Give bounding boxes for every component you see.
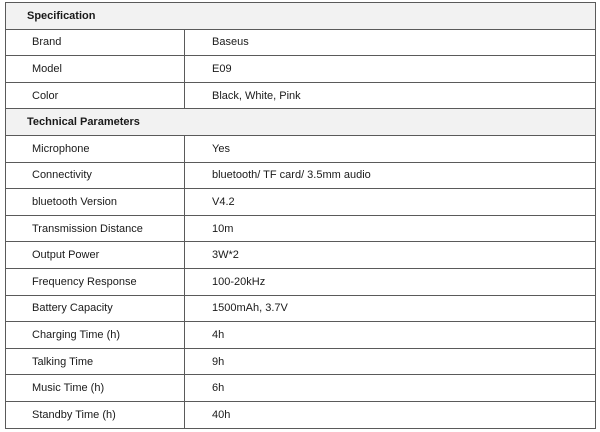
section-header-technical-parameters	[6, 109, 596, 136]
spec-label: Connectivity	[6, 162, 185, 189]
table-row	[6, 375, 596, 402]
spec-value: 40h	[185, 401, 596, 428]
section-title: Technical Parameters	[6, 109, 596, 136]
table-row	[6, 322, 596, 349]
table-row	[6, 242, 596, 269]
spec-label: Frequency Response	[6, 268, 185, 295]
spec-value: 4h	[185, 322, 596, 349]
spec-label: Transmission Distance	[6, 215, 185, 242]
spec-value: V4.2	[185, 189, 596, 216]
spec-table	[5, 2, 596, 429]
spec-value: 100-20kHz	[185, 268, 596, 295]
table-row	[6, 29, 596, 56]
spec-value: 3W*2	[185, 242, 596, 269]
spec-label: Battery Capacity	[6, 295, 185, 322]
spec-value: Yes	[185, 135, 596, 162]
table-row	[6, 268, 596, 295]
spec-label: Talking Time	[6, 348, 185, 375]
table-row	[6, 82, 596, 109]
spec-value: Baseus	[185, 29, 596, 56]
table-row	[6, 295, 596, 322]
spec-value: 10m	[185, 215, 596, 242]
table-row	[6, 56, 596, 83]
table-row	[6, 162, 596, 189]
spec-value: bluetooth/ TF card/ 3.5mm audio	[185, 162, 596, 189]
spec-label: Color	[6, 82, 185, 109]
table-row	[6, 215, 596, 242]
spec-label: Output Power	[6, 242, 185, 269]
table-row	[6, 401, 596, 428]
spec-label: Model	[6, 56, 185, 83]
spec-label: Brand	[6, 29, 185, 56]
spec-label: Microphone	[6, 135, 185, 162]
spec-value: Black, White, Pink	[185, 82, 596, 109]
spec-value: E09	[185, 56, 596, 83]
spec-label: Music Time (h)	[6, 375, 185, 402]
table-row	[6, 348, 596, 375]
spec-value: 6h	[185, 375, 596, 402]
spec-value: 9h	[185, 348, 596, 375]
spec-label: Charging Time (h)	[6, 322, 185, 349]
table-row	[6, 189, 596, 216]
spec-value: 1500mAh, 3.7V	[185, 295, 596, 322]
section-title: Specification	[6, 3, 596, 30]
spec-label: Standby Time (h)	[6, 401, 185, 428]
table-row	[6, 135, 596, 162]
spec-label: bluetooth Version	[6, 189, 185, 216]
section-header-specification	[6, 3, 596, 30]
